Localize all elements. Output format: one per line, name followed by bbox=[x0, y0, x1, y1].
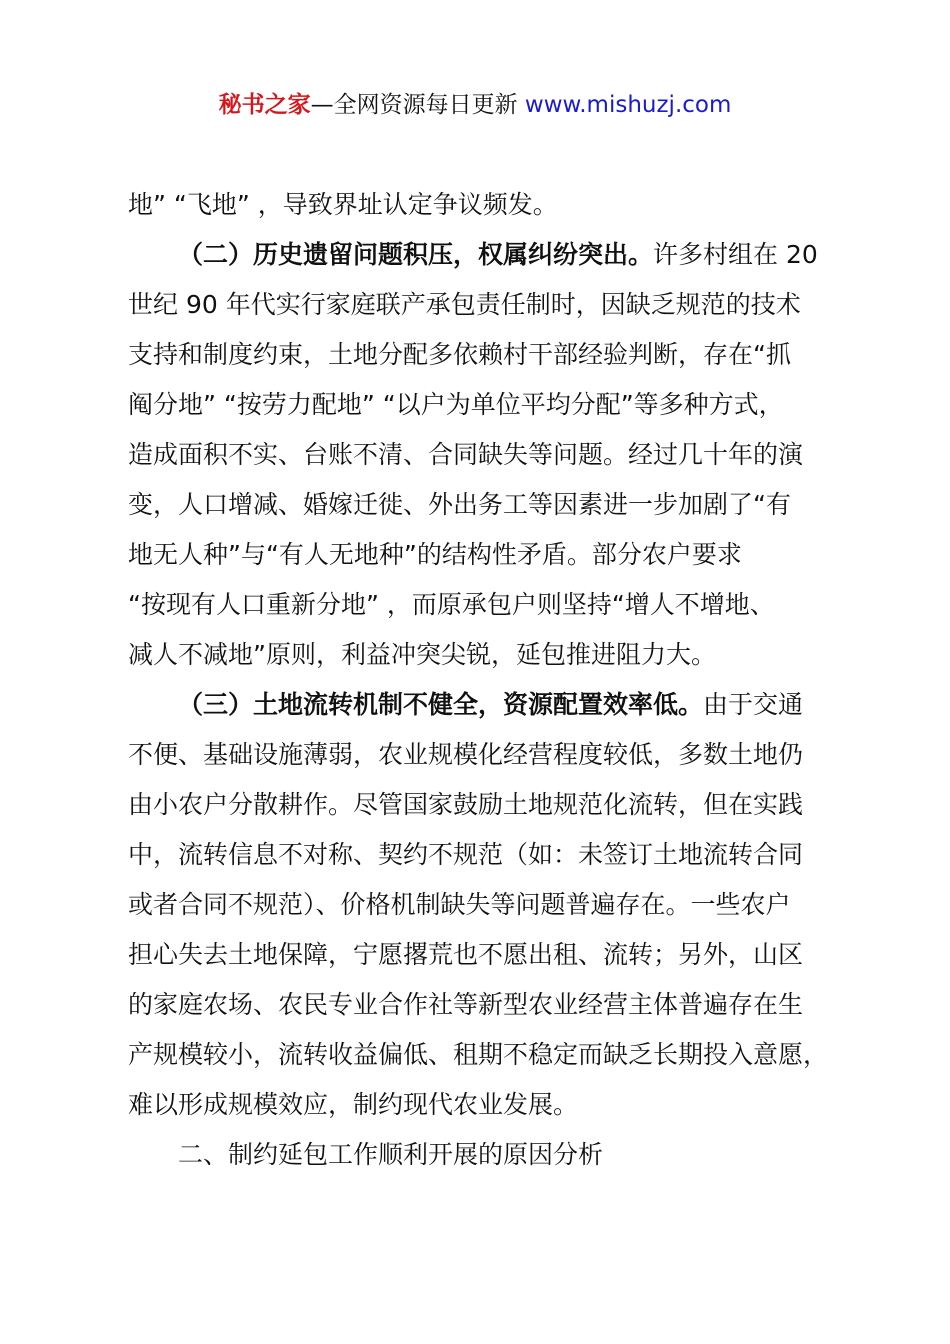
text-line: 的家庭农场、农民专业合作社等新型农业经营主体普遍存在生 bbox=[128, 990, 804, 1019]
text-line: 地无人种”与“有人无地种”的结构性矛盾。部分农户要求 bbox=[128, 540, 742, 569]
paragraph-2-first-line bbox=[128, 230, 856, 280]
paragraph-heading: （三）土地流转机制不健全，资源配置效率低。 bbox=[178, 690, 704, 719]
document-body bbox=[128, 180, 856, 1180]
site-brand: 秘书之家 bbox=[218, 92, 311, 118]
text-line: 中，流转信息不对称、契约不规范（如：未签订土地流转合同 bbox=[128, 840, 804, 869]
text-line: 世纪 90 年代实行家庭联产承包责任制时，因缺乏规范的技术 bbox=[128, 290, 801, 319]
site-header bbox=[0, 88, 950, 122]
text-line: 减人不减地”原则，利益冲突尖锐，延包推进阻力大。 bbox=[128, 640, 716, 669]
text-line: 造成面积不实、台账不清、合同缺失等问题。经过几十年的演 bbox=[128, 440, 804, 469]
site-url-link[interactable]: www.mishuzj.com bbox=[524, 92, 732, 118]
text-line: 变，人口增减、婚嫁迁徙、外出务工等因素进一步加剧了“有 bbox=[128, 490, 791, 519]
text-line: 地” “飞地” ，导致界址认定争议频发。 bbox=[128, 190, 558, 219]
text-line: 担心失去土地保障，宁愿撂荒也不愿出租、流转；另外，山区 bbox=[128, 940, 804, 969]
text-line: 难以形成规模效应，制约现代农业发展。 bbox=[128, 1090, 579, 1119]
text-line: 阄分地” “按劳力配地” “以户为单位平均分配”等多种方式， bbox=[128, 390, 784, 419]
text-line: 产规模较小，流转收益偏低、租期不稳定而缺乏长期投入意愿， bbox=[128, 1040, 829, 1069]
text-line: 支持和制度约束，土地分配多依赖村干部经验判断，存在“抓 bbox=[128, 340, 791, 369]
text-line: 或者合同不规范）、价格机制缺失等问题普遍存在。一些农户 bbox=[128, 890, 791, 919]
section-heading: 二、制约延包工作顺利开展的原因分析 bbox=[178, 1140, 604, 1169]
paragraph-3-first-line bbox=[128, 680, 856, 730]
text-line: 由小农户分散耕作。尽管国家鼓励土地规范化流转，但在实践 bbox=[128, 790, 804, 819]
site-tagline: —全网资源每日更新 bbox=[310, 92, 525, 118]
text-line: “按现有人口重新分地” ，而原承包户则坚持“增人不增地、 bbox=[128, 590, 775, 619]
text-line: 不便、基础设施薄弱，农业规模化经营程度较低，多数土地仍 bbox=[128, 740, 804, 769]
paragraph-heading: （二）历史遗留问题积压，权属纠纷突出。 bbox=[178, 240, 654, 269]
text-span: 许多村组在 20 bbox=[653, 240, 818, 269]
text-span: 由于交通 bbox=[703, 690, 804, 719]
